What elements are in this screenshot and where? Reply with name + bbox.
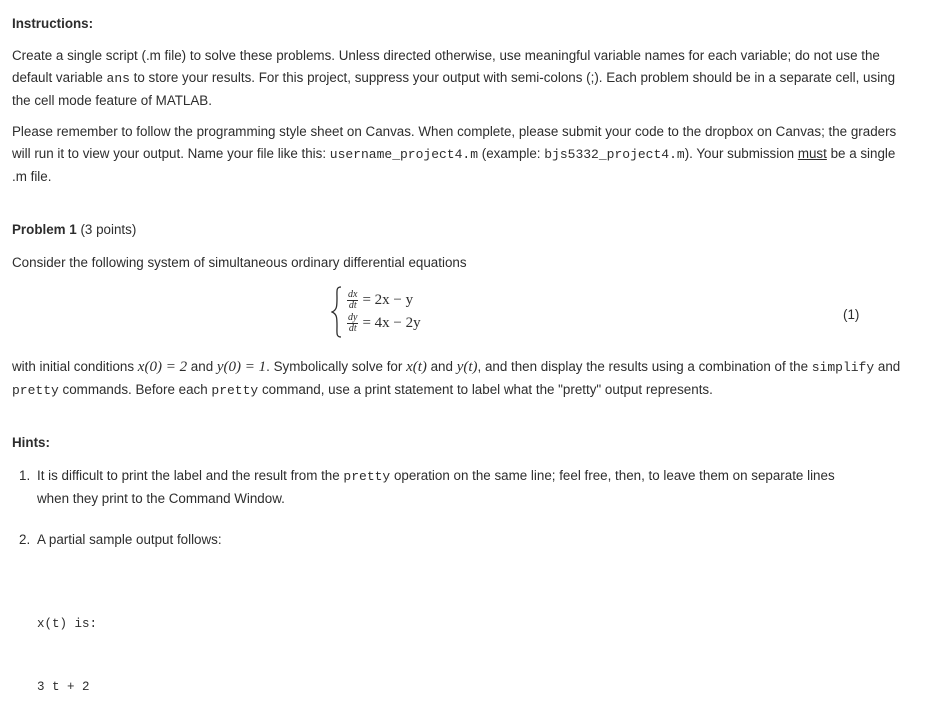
hint-number-1: 1. — [19, 468, 31, 483]
equation-row-2: $\frac{dy}{dt}$ = 4x − 2y — [348, 312, 421, 334]
sample-output-line-2: 3 t + 2 — [37, 680, 90, 694]
instructions-paragraph-2: Please remember to follow the programming style sheet on Canvas. When complete, please submit your code to the dropbox on Canvas; the graders will run it to view your output. Name your file like this: username_project4.m (example: bjs5332_project4.m). Your submission must be a single .m file. — [12, 124, 897, 184]
instructions-paragraph-1: Create a single script (.m file) to solve these problems. Unless directed otherwise, use meaningful variable names for each variable; do not use the default variable ans to store your results. For this project, suppress your output with semi-colons (;). Each problem should be in a separate cell, using the cell mode feature of MATLAB. — [12, 48, 896, 108]
problem-1-title: Problem 1 (3 points) — [12, 222, 137, 237]
sample-output-line-1: x(t) is: — [37, 617, 98, 631]
hint-item-2: 2. A partial sample output follows: — [19, 529, 849, 551]
hints-heading: Hints: — [12, 435, 50, 450]
inline-code-pretty-hint: pretty — [343, 469, 391, 484]
hint-number-2: 2. — [19, 532, 31, 547]
inline-code-filename-example: bjs5332_project4.m — [544, 147, 685, 162]
inline-code-ans: ans — [106, 71, 130, 86]
equation-number: (1) — [843, 307, 860, 322]
problem-1-description: with initial conditions x(0) = 2 and y(0) = 1. Symbolically solve for x(t) and y(t), and then display the results using a combination of the simplify and pretty commands. Before each pretty command, use a print statement to label what the "pretty" output represents. — [12, 359, 901, 398]
left-brace-icon — [331, 286, 343, 338]
sample-output-block — [37, 572, 97, 719]
ode-system-equation — [331, 286, 421, 338]
problem-1-intro: Consider the following system of simultaneous ordinary differential equations — [12, 255, 467, 270]
inline-code-filename-template: username_project4.m — [329, 147, 479, 162]
equation-row-1: $\frac{dx}{dt}$ = 2x − y — [348, 289, 414, 311]
inline-code-pretty: pretty — [12, 383, 59, 398]
inline-code-simplify: simplify — [811, 360, 875, 375]
instructions-heading: Instructions: — [12, 16, 94, 31]
inline-code-pretty-2: pretty — [211, 383, 259, 398]
hint-item-1: 1. It is difficult to print the label and the result from the pretty operation on the same line; feel free, then, to leave them on separate lines when they print to the Command Window. — [19, 465, 849, 510]
underlined-must: must — [797, 146, 827, 161]
